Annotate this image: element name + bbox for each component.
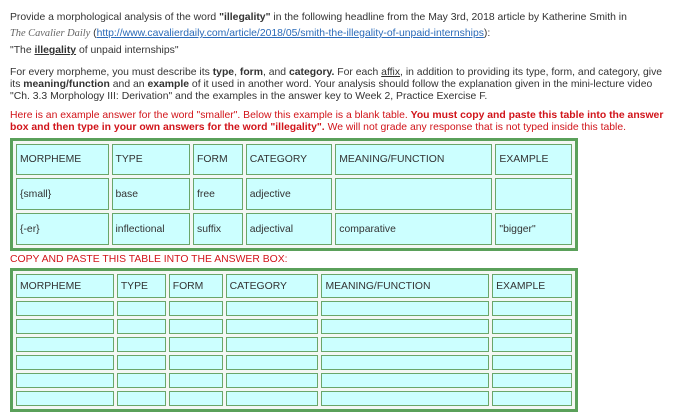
answer-cell[interactable] bbox=[16, 373, 114, 388]
cell: {small} bbox=[16, 178, 109, 210]
answer-blank-row bbox=[16, 355, 572, 370]
answer-cell[interactable] bbox=[169, 319, 223, 334]
answer-cell[interactable] bbox=[492, 301, 572, 316]
cell: inflectional bbox=[112, 213, 191, 245]
headline-open: "The bbox=[10, 45, 35, 56]
instr-text: of it used in another word. Your analysis should follow the explanation given in the mini-lecture video bbox=[189, 79, 653, 90]
answer-cell[interactable] bbox=[492, 373, 572, 388]
answer-cell[interactable] bbox=[169, 355, 223, 370]
cell bbox=[495, 178, 572, 210]
answer-cell[interactable] bbox=[16, 391, 114, 406]
answer-blank-row bbox=[16, 391, 572, 406]
answer-cell[interactable] bbox=[117, 319, 166, 334]
target-word: "illegality" bbox=[219, 12, 271, 23]
instructions-line-3 bbox=[10, 91, 487, 103]
open-paren: ( bbox=[93, 28, 97, 39]
instructions-line-1 bbox=[10, 67, 662, 79]
instr-text: , in addition to providing its type, form, and category, give bbox=[400, 67, 663, 78]
cell: {-er} bbox=[16, 213, 109, 245]
answer-cell[interactable] bbox=[226, 373, 319, 388]
instr-text: For each bbox=[334, 67, 382, 78]
intro-text: in the following headline from the May 3rd, 2018 article by Katherine Smith in bbox=[270, 12, 627, 23]
header-meaning: MEANING/FUNCTION bbox=[321, 274, 489, 298]
notice-line-2 bbox=[10, 122, 626, 134]
source-tail: ): bbox=[483, 28, 491, 39]
answer-blank-row bbox=[16, 301, 572, 316]
example-table bbox=[10, 138, 578, 251]
answer-cell[interactable] bbox=[321, 337, 489, 352]
answer-blank-row bbox=[16, 373, 572, 388]
answer-cell[interactable] bbox=[117, 301, 166, 316]
header-category: CATEGORY bbox=[226, 274, 319, 298]
table-row bbox=[16, 213, 572, 245]
instr-text: its bbox=[10, 79, 24, 90]
answer-cell[interactable] bbox=[16, 301, 114, 316]
instr-text: "Ch. 3.3 Morphology III: Derivation" and the examples in the answer key to Week 2, Practice Exercise F. bbox=[10, 91, 488, 102]
answer-cell[interactable] bbox=[492, 319, 572, 334]
header-type: TYPE bbox=[112, 144, 191, 175]
answer-blank-row bbox=[16, 319, 572, 334]
cell bbox=[335, 178, 492, 210]
answer-cell[interactable] bbox=[321, 319, 489, 334]
answer-table bbox=[10, 268, 578, 412]
cell: "bigger" bbox=[495, 213, 572, 245]
instr-type: type bbox=[212, 67, 235, 78]
answer-cell[interactable] bbox=[169, 391, 223, 406]
example-header-row bbox=[16, 144, 572, 175]
instr-text: For every morpheme, you must describe its bbox=[10, 67, 213, 78]
answer-cell[interactable] bbox=[16, 319, 114, 334]
instr-text: and an bbox=[109, 79, 148, 90]
intro-text: Provide a morphological analysis of the word bbox=[10, 12, 220, 23]
answer-blank-row bbox=[16, 337, 572, 352]
answer-cell[interactable] bbox=[321, 301, 489, 316]
cell: adjective bbox=[246, 178, 333, 210]
answer-cell[interactable] bbox=[169, 301, 223, 316]
header-example: EXAMPLE bbox=[492, 274, 572, 298]
instr-text: , and bbox=[262, 67, 289, 78]
answer-cell[interactable] bbox=[226, 391, 319, 406]
answer-cell[interactable] bbox=[226, 301, 319, 316]
answer-header-row bbox=[16, 274, 572, 298]
answer-cell[interactable] bbox=[226, 355, 319, 370]
cell: comparative bbox=[335, 213, 492, 245]
cell: free bbox=[193, 178, 243, 210]
instr-affix: affix bbox=[381, 67, 401, 78]
header-form: FORM bbox=[169, 274, 223, 298]
notice-bold: You must copy and paste this table into the answer bbox=[410, 110, 664, 121]
header-meaning: MEANING/FUNCTION bbox=[335, 144, 492, 175]
answer-cell[interactable] bbox=[117, 355, 166, 370]
answer-cell[interactable] bbox=[16, 337, 114, 352]
table-row bbox=[16, 178, 572, 210]
answer-cell[interactable] bbox=[117, 337, 166, 352]
source-link[interactable]: http://www.cavalierdaily.com/article/2018/05/smith-the-illegality-of-unpaid-internships bbox=[96, 28, 484, 39]
answer-cell[interactable] bbox=[492, 355, 572, 370]
answer-cell[interactable] bbox=[226, 319, 319, 334]
answer-cell[interactable] bbox=[169, 373, 223, 388]
answer-cell[interactable] bbox=[117, 391, 166, 406]
answer-cell[interactable] bbox=[321, 373, 489, 388]
answer-cell[interactable] bbox=[321, 391, 489, 406]
answer-cell[interactable] bbox=[321, 355, 489, 370]
source-line bbox=[10, 28, 490, 40]
header-example: EXAMPLE bbox=[495, 144, 572, 175]
instr-category: category. bbox=[288, 67, 335, 78]
header-morpheme: MORPHEME bbox=[16, 144, 109, 175]
header-form: FORM bbox=[193, 144, 243, 175]
notice-text: We will not grade any response that is not typed inside this table. bbox=[324, 122, 626, 133]
instr-meaning: meaning/function bbox=[23, 79, 110, 90]
headline-word: illegality bbox=[34, 45, 77, 56]
notice-text: Here is an example answer for the word "smaller". Below this example is a blank table. bbox=[10, 110, 411, 121]
instr-text: , bbox=[234, 67, 240, 78]
header-category: CATEGORY bbox=[246, 144, 333, 175]
headline-rest: of unpaid internships" bbox=[76, 45, 179, 56]
headline bbox=[10, 45, 179, 57]
instr-form: form bbox=[239, 67, 263, 78]
header-morpheme: MORPHEME bbox=[16, 274, 114, 298]
answer-cell[interactable] bbox=[492, 337, 572, 352]
cell: adjectival bbox=[246, 213, 333, 245]
notice-bold: box and then type in your own answers for the word "illegality". bbox=[10, 122, 325, 133]
notice-line-1 bbox=[10, 110, 663, 122]
answer-cell[interactable] bbox=[492, 391, 572, 406]
instr-example: example bbox=[147, 79, 190, 90]
cell: suffix bbox=[193, 213, 243, 245]
instructions-line-2 bbox=[10, 79, 652, 91]
answer-cell[interactable] bbox=[117, 373, 166, 388]
header-type: TYPE bbox=[117, 274, 166, 298]
cell: base bbox=[112, 178, 191, 210]
answer-cell[interactable] bbox=[16, 355, 114, 370]
intro-line-1 bbox=[10, 12, 627, 24]
source-name: The Cavalier Daily bbox=[10, 28, 91, 39]
answer-cell[interactable] bbox=[169, 337, 223, 352]
copy-label: COPY AND PASTE THIS TABLE INTO THE ANSWER BOX: bbox=[10, 254, 288, 265]
answer-cell[interactable] bbox=[226, 337, 319, 352]
